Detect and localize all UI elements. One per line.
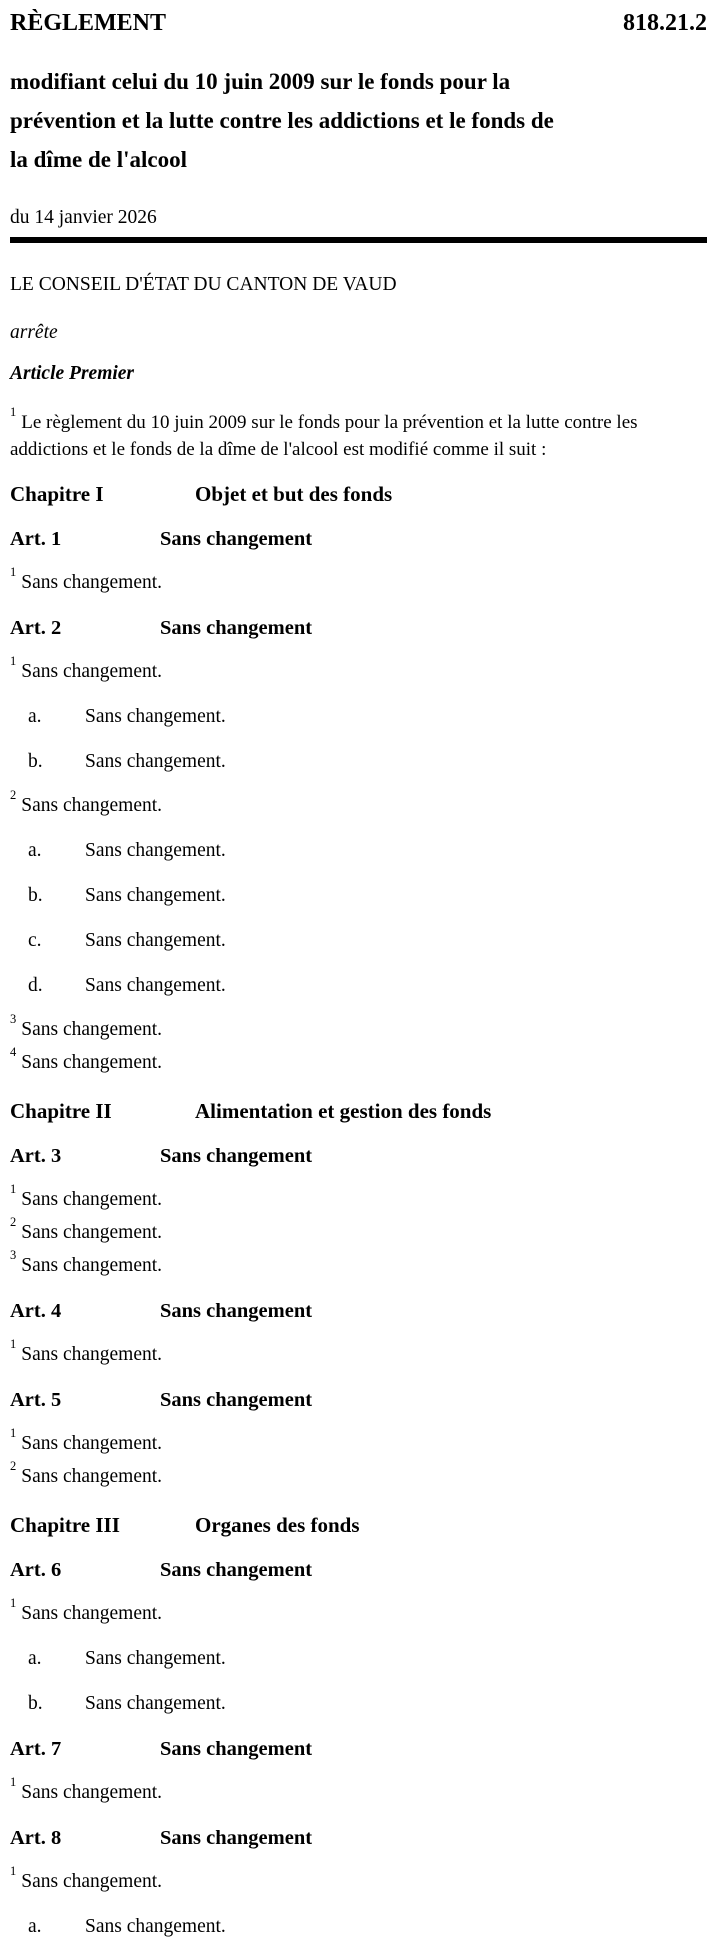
- paragraph-text: Sans changement.: [21, 795, 163, 816]
- chapter-heading: [10, 1513, 707, 1537]
- paragraph-text: Sans changement.: [21, 1871, 163, 1892]
- article-premier-heading: Article Premier: [10, 363, 135, 384]
- paragraph-number-superscript: 1: [10, 1595, 17, 1610]
- item-text: Sans changement.: [85, 706, 226, 727]
- paragraph-text: Sans changement.: [21, 572, 163, 593]
- heading-label: Art. 1: [10, 528, 62, 550]
- article-heading: [10, 528, 707, 551]
- numbered-paragraph: [10, 1595, 707, 1624]
- numbered-paragraph: [10, 1247, 707, 1276]
- numbered-paragraph: [10, 1214, 707, 1243]
- intro-paragraph-text: Le règlement du 10 juin 2009 sur le fonds pour la prévention et la lutte contre les addictions et le fonds de la dîme de l'alcool est modifié comme il suit :: [10, 412, 638, 460]
- document-header: [10, 10, 707, 36]
- doc-date: du 14 janvier 2026: [10, 207, 157, 228]
- heading-title: Sans changement: [160, 1827, 313, 1849]
- lettered-item: [10, 840, 707, 861]
- item-text: Sans changement.: [85, 840, 226, 861]
- heading-title: Sans changement: [160, 1145, 313, 1167]
- article-heading: [10, 1145, 707, 1168]
- paragraph-text: Sans changement.: [21, 1222, 163, 1243]
- heading-label: Art. 3: [10, 1145, 62, 1167]
- paragraph-number-superscript: 1: [10, 1863, 17, 1878]
- heading-label: Art. 4: [10, 1300, 62, 1322]
- authority-line: LE CONSEIL D'ÉTAT DU CANTON DE VAUD: [10, 274, 397, 295]
- item-text: Sans changement.: [85, 1693, 226, 1714]
- lettered-item: [10, 1648, 707, 1669]
- lettered-item: [10, 706, 707, 727]
- numbered-paragraph: [10, 1044, 707, 1073]
- item-text: Sans changement.: [85, 885, 226, 906]
- paragraph-number-superscript: 1: [10, 653, 17, 668]
- heading-label: Art. 8: [10, 1827, 62, 1849]
- paragraph-number-superscript: 1: [10, 1425, 17, 1440]
- paragraph-number-superscript: 1: [10, 1774, 17, 1789]
- item-text: Sans changement.: [85, 1916, 226, 1937]
- paragraph-text: Sans changement.: [21, 661, 163, 682]
- item-text: Sans changement.: [85, 751, 226, 772]
- item-letter: d.: [28, 975, 43, 996]
- paragraph-text: Sans changement.: [21, 1603, 163, 1624]
- lettered-item: [10, 930, 707, 951]
- heading-title: Organes des fonds: [195, 1513, 360, 1537]
- heading-label: Chapitre II: [10, 1099, 112, 1123]
- heading-title: Sans changement: [160, 617, 313, 639]
- article-heading: [10, 1559, 707, 1582]
- paragraph-text: Sans changement.: [21, 1344, 163, 1365]
- heading-label: Art. 7: [10, 1738, 62, 1760]
- heading-label: Art. 5: [10, 1389, 62, 1411]
- item-letter: b.: [28, 1693, 43, 1714]
- doc-number: 818.21.2: [623, 10, 707, 36]
- paragraph-number-superscript: 3: [10, 1247, 17, 1262]
- article-heading: [10, 1389, 707, 1412]
- numbered-paragraph: [10, 564, 707, 593]
- heading-title: Alimentation et gestion des fonds: [195, 1099, 492, 1123]
- heading-label: Chapitre I: [10, 482, 104, 506]
- article-heading: [10, 1300, 707, 1323]
- paragraph-text: Sans changement.: [21, 1255, 163, 1276]
- document-body: [10, 482, 707, 1937]
- article-heading: [10, 1827, 707, 1850]
- heading-label: Art. 2: [10, 617, 62, 639]
- separator-rule: [10, 237, 707, 243]
- item-letter: b.: [28, 751, 43, 772]
- lettered-item: [10, 751, 707, 772]
- heading-title: Sans changement: [160, 528, 313, 550]
- item-letter: a.: [28, 706, 42, 727]
- paragraph-text: Sans changement.: [21, 1466, 163, 1487]
- item-letter: a.: [28, 1648, 42, 1669]
- paragraph-text: Sans changement.: [21, 1782, 163, 1803]
- paragraph-number-superscript: 1: [10, 404, 17, 419]
- heading-title: Sans changement: [160, 1738, 313, 1760]
- doc-type-heading: RÈGLEMENT: [10, 10, 167, 36]
- paragraph-number-superscript: 1: [10, 1181, 17, 1196]
- heading-label: Art. 6: [10, 1559, 62, 1581]
- article-heading: [10, 1738, 707, 1761]
- paragraph-text: Sans changement.: [21, 1052, 163, 1073]
- item-letter: a.: [28, 840, 42, 861]
- paragraph-number-superscript: 2: [10, 1458, 17, 1473]
- chapter-heading: [10, 482, 707, 506]
- paragraph-text: Sans changement.: [21, 1189, 163, 1210]
- numbered-paragraph: [10, 1863, 707, 1892]
- item-letter: c.: [28, 930, 42, 951]
- intro-paragraph: [10, 404, 713, 463]
- item-text: Sans changement.: [85, 1648, 226, 1669]
- item-text: Sans changement.: [85, 975, 226, 996]
- paragraph-number-superscript: 1: [10, 1336, 17, 1351]
- doc-title-line: prévention et la lutte contre les addictions et le fonds de: [10, 108, 554, 133]
- numbered-paragraph: [10, 1336, 707, 1365]
- item-letter: b.: [28, 885, 43, 906]
- lettered-item: [10, 975, 707, 996]
- paragraph-number-superscript: 1: [10, 564, 17, 579]
- paragraph-number-superscript: 3: [10, 1011, 17, 1026]
- paragraph-text: Sans changement.: [21, 1019, 163, 1040]
- paragraph-number-superscript: 2: [10, 1214, 17, 1229]
- lettered-item: [10, 1693, 707, 1714]
- paragraph-text: Sans changement.: [21, 1433, 163, 1454]
- lettered-item: [10, 885, 707, 906]
- item-text: Sans changement.: [85, 930, 226, 951]
- heading-title: Sans changement: [160, 1300, 313, 1322]
- paragraph-number-superscript: 4: [10, 1044, 17, 1059]
- chapter-heading: [10, 1099, 707, 1123]
- item-letter: a.: [28, 1916, 42, 1937]
- article-heading: [10, 617, 707, 640]
- heading-title: Sans changement: [160, 1559, 313, 1581]
- numbered-paragraph: [10, 1458, 707, 1487]
- doc-title-line: modifiant celui du 10 juin 2009 sur le fonds pour la: [10, 69, 511, 94]
- numbered-paragraph: [10, 1011, 707, 1040]
- doc-title: [10, 62, 707, 179]
- paragraph-number-superscript: 2: [10, 787, 17, 802]
- heading-label: Chapitre III: [10, 1513, 120, 1537]
- lettered-item: [10, 1916, 707, 1937]
- doc-title-line: la dîme de l'alcool: [10, 147, 187, 172]
- numbered-paragraph: [10, 1774, 707, 1803]
- numbered-paragraph: [10, 787, 707, 816]
- numbered-paragraph: [10, 1425, 707, 1454]
- numbered-paragraph: [10, 1181, 707, 1210]
- heading-title: Objet et but des fonds: [195, 482, 393, 506]
- decree-word: arrête: [10, 322, 58, 343]
- numbered-paragraph: [10, 653, 707, 682]
- heading-title: Sans changement: [160, 1389, 313, 1411]
